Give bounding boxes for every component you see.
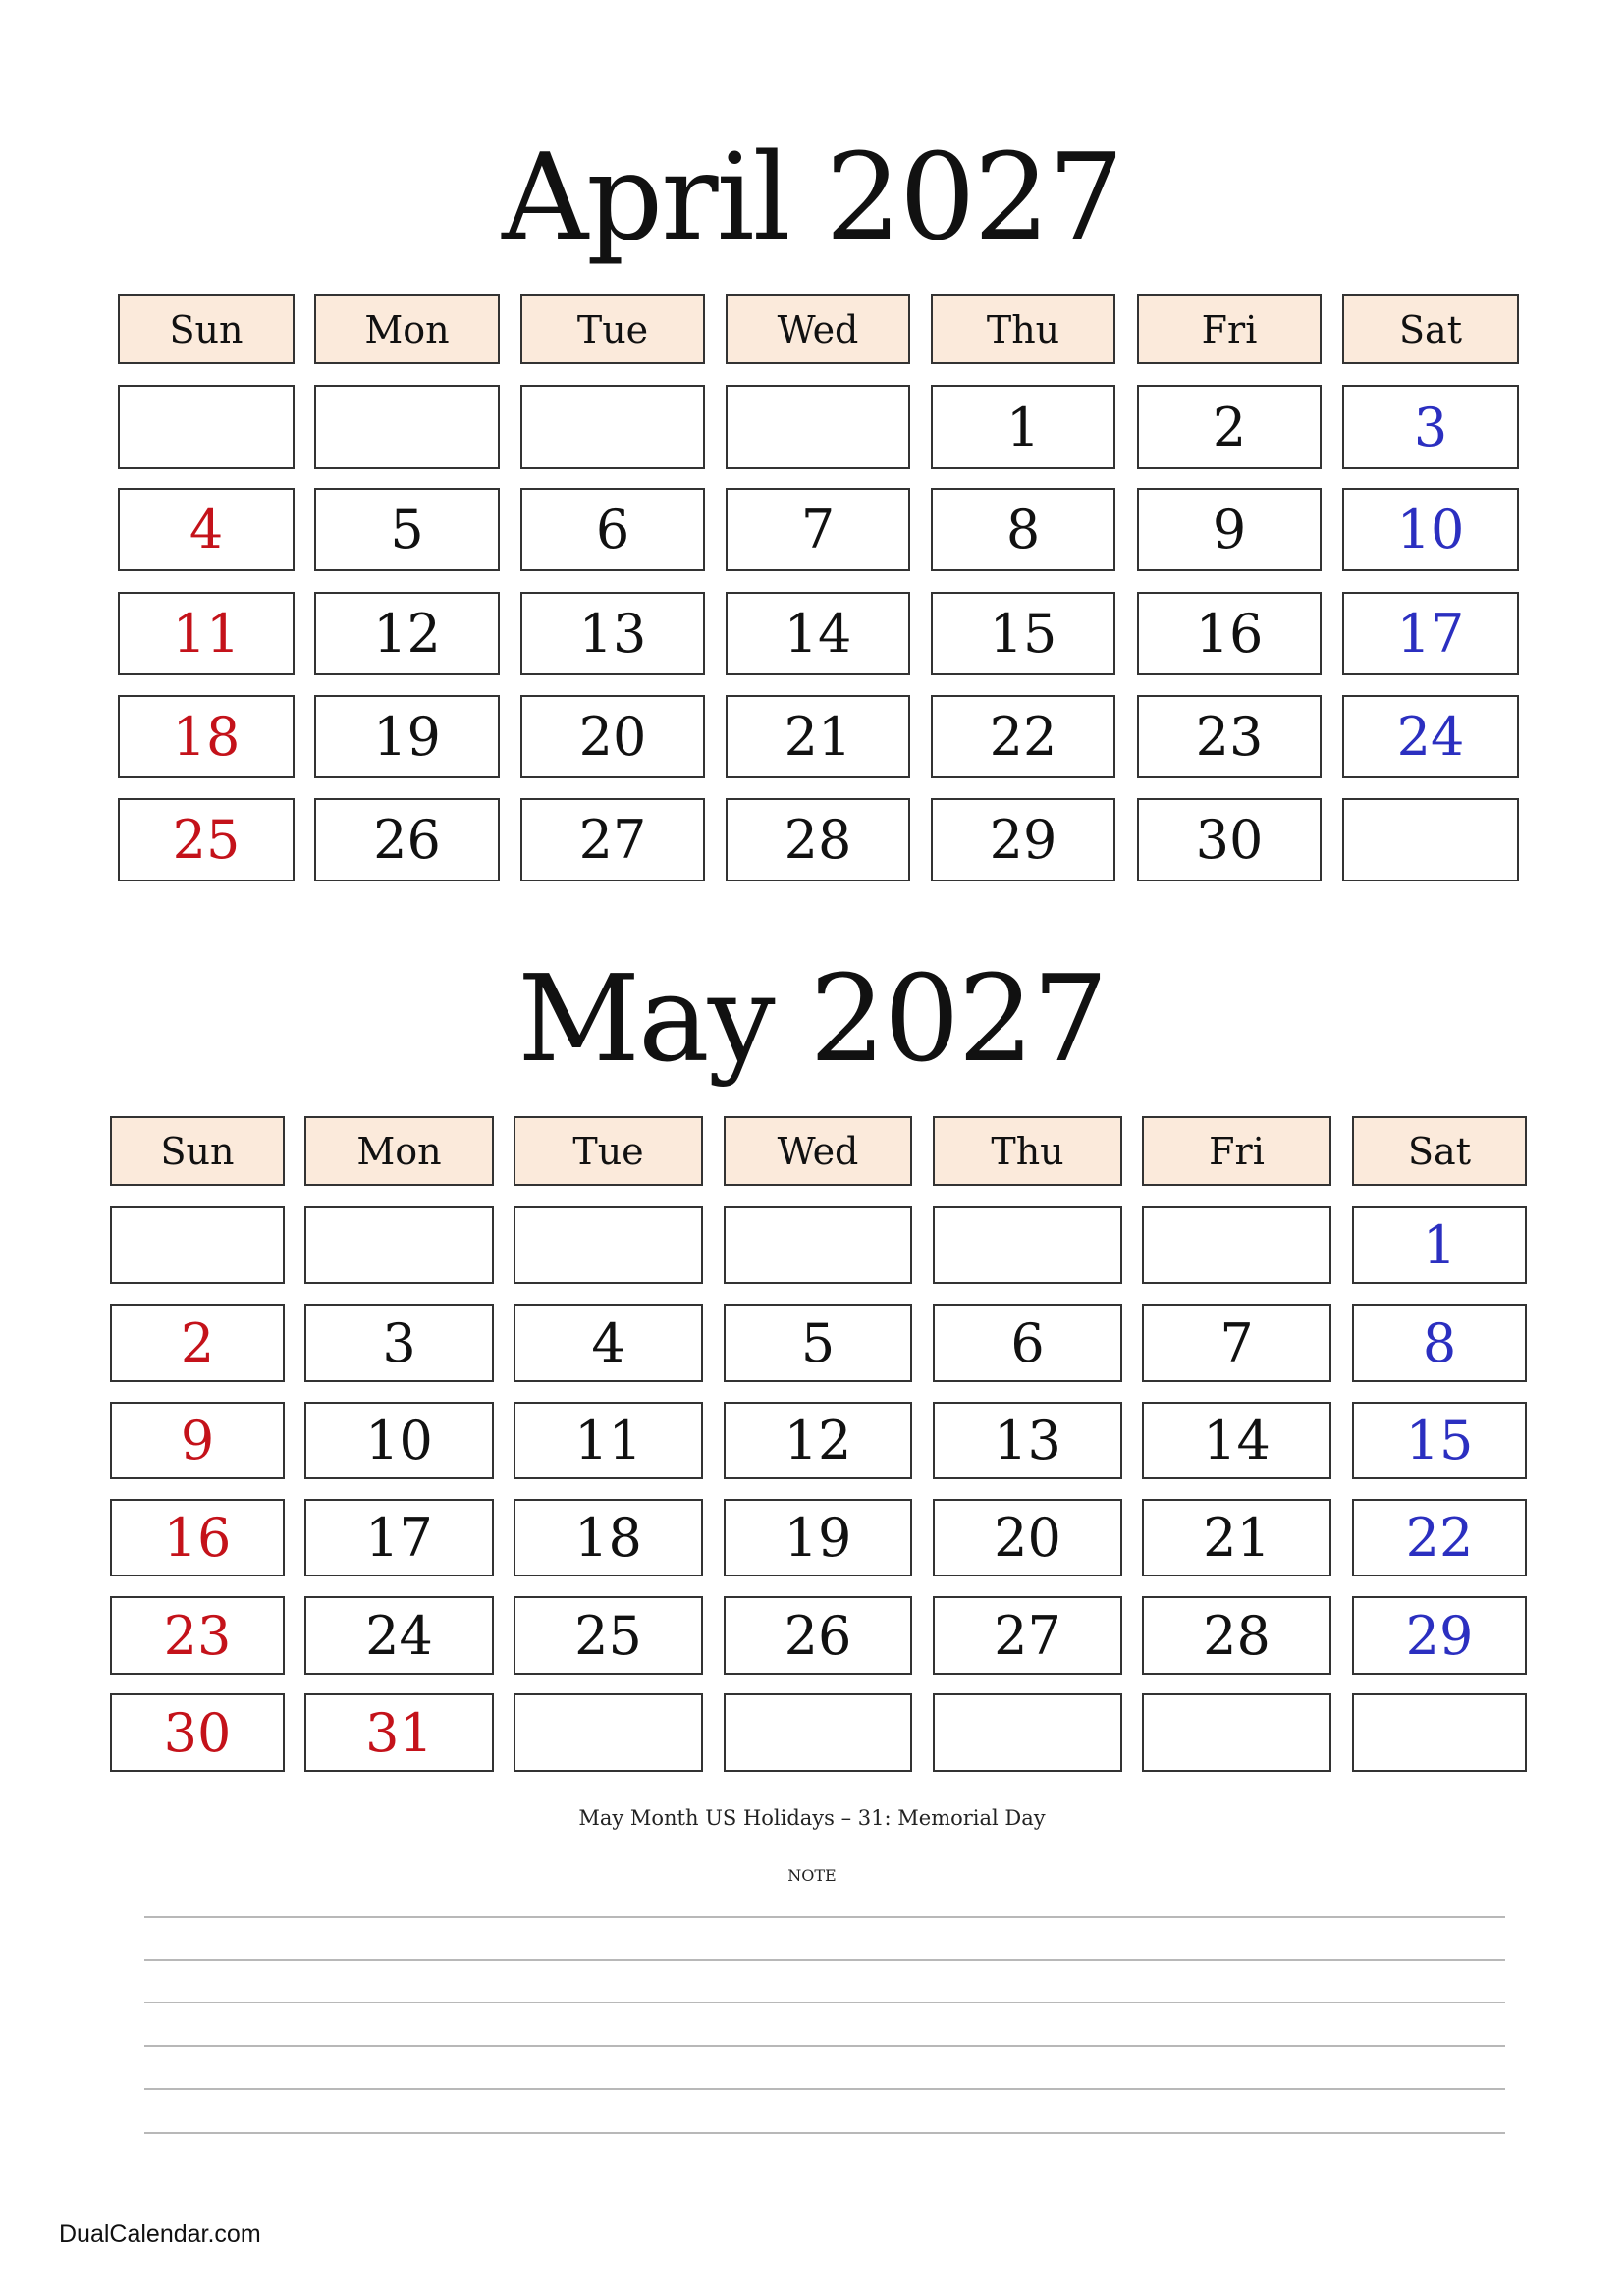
day-cell: 22 [1352,1499,1527,1576]
empty-day-cell [118,385,295,469]
note-line [144,2132,1505,2134]
day-cell: 6 [520,488,705,571]
day-cell: 14 [1142,1402,1331,1479]
day-cell: 24 [1342,695,1519,778]
day-cell: 13 [933,1402,1122,1479]
note-line [144,1959,1505,1961]
day-cell: 20 [520,695,705,778]
day-cell: 26 [314,798,500,881]
day-cell: 31 [304,1693,494,1772]
day-cell: 2 [1137,385,1322,469]
day-cell: 1 [931,385,1115,469]
day-cell: 7 [726,488,910,571]
empty-day-cell [520,385,705,469]
day-cell: 15 [1352,1402,1527,1479]
weekday-header-sat: Sat [1352,1116,1527,1186]
day-cell: 5 [314,488,500,571]
footer-site-label: DualCalendar.com [59,2220,261,2248]
day-cell: 26 [724,1596,912,1675]
day-cell: 17 [1342,592,1519,675]
weekday-header-sun: Sun [118,294,295,364]
day-cell: 8 [931,488,1115,571]
empty-day-cell [1142,1693,1331,1772]
weekday-header-sun: Sun [110,1116,285,1186]
day-cell: 23 [1137,695,1322,778]
holidays-note: May Month US Holidays – 31: Memorial Day [578,1806,1046,1830]
day-cell: 9 [110,1402,285,1479]
day-cell: 27 [933,1596,1122,1675]
day-cell: 21 [726,695,910,778]
note-line [144,1916,1505,1918]
empty-day-cell [1142,1206,1331,1284]
day-cell: 15 [931,592,1115,675]
day-cell: 23 [110,1596,285,1675]
day-cell: 14 [726,592,910,675]
day-cell: 12 [314,592,500,675]
empty-day-cell [726,385,910,469]
day-cell: 27 [520,798,705,881]
weekday-header-mon: Mon [314,294,500,364]
day-cell: 4 [514,1304,703,1382]
day-cell: 16 [110,1499,285,1576]
empty-day-cell [724,1206,912,1284]
weekday-header-mon: Mon [304,1116,494,1186]
day-cell: 30 [1137,798,1322,881]
empty-day-cell [1352,1693,1527,1772]
day-cell: 8 [1352,1304,1527,1382]
day-cell: 29 [1352,1596,1527,1675]
day-cell: 29 [931,798,1115,881]
day-cell: 18 [514,1499,703,1576]
day-cell: 5 [724,1304,912,1382]
day-cell: 18 [118,695,295,778]
day-cell: 21 [1142,1499,1331,1576]
may-title: May 2027 [517,949,1107,1089]
empty-day-cell [514,1693,703,1772]
empty-day-cell [933,1206,1122,1284]
day-cell: 28 [1142,1596,1331,1675]
weekday-header-tue: Tue [514,1116,703,1186]
day-cell: 22 [931,695,1115,778]
day-cell: 11 [514,1402,703,1479]
day-cell: 10 [304,1402,494,1479]
empty-day-cell [933,1693,1122,1772]
day-cell: 11 [118,592,295,675]
empty-day-cell [514,1206,703,1284]
empty-day-cell [304,1206,494,1284]
april-title: April 2027 [502,128,1122,267]
weekday-header-tue: Tue [520,294,705,364]
day-cell: 3 [1342,385,1519,469]
empty-day-cell [314,385,500,469]
day-cell: 4 [118,488,295,571]
weekday-header-fri: Fri [1142,1116,1331,1186]
day-cell: 24 [304,1596,494,1675]
day-cell: 1 [1352,1206,1527,1284]
day-cell: 28 [726,798,910,881]
weekday-header-thu: Thu [933,1116,1122,1186]
day-cell: 3 [304,1304,494,1382]
day-cell: 7 [1142,1304,1331,1382]
note-line [144,2002,1505,2003]
day-cell: 30 [110,1693,285,1772]
empty-day-cell [110,1206,285,1284]
day-cell: 25 [118,798,295,881]
day-cell: 10 [1342,488,1519,571]
empty-day-cell [1342,798,1519,881]
day-cell: 16 [1137,592,1322,675]
day-cell: 2 [110,1304,285,1382]
weekday-header-wed: Wed [724,1116,912,1186]
weekday-header-wed: Wed [726,294,910,364]
note-line [144,2045,1505,2047]
day-cell: 9 [1137,488,1322,571]
weekday-header-fri: Fri [1137,294,1322,364]
empty-day-cell [724,1693,912,1772]
day-cell: 19 [314,695,500,778]
day-cell: 25 [514,1596,703,1675]
note-label: NOTE [787,1866,837,1885]
day-cell: 12 [724,1402,912,1479]
day-cell: 6 [933,1304,1122,1382]
day-cell: 13 [520,592,705,675]
weekday-header-sat: Sat [1342,294,1519,364]
note-line [144,2088,1505,2090]
weekday-header-thu: Thu [931,294,1115,364]
day-cell: 19 [724,1499,912,1576]
day-cell: 20 [933,1499,1122,1576]
day-cell: 17 [304,1499,494,1576]
